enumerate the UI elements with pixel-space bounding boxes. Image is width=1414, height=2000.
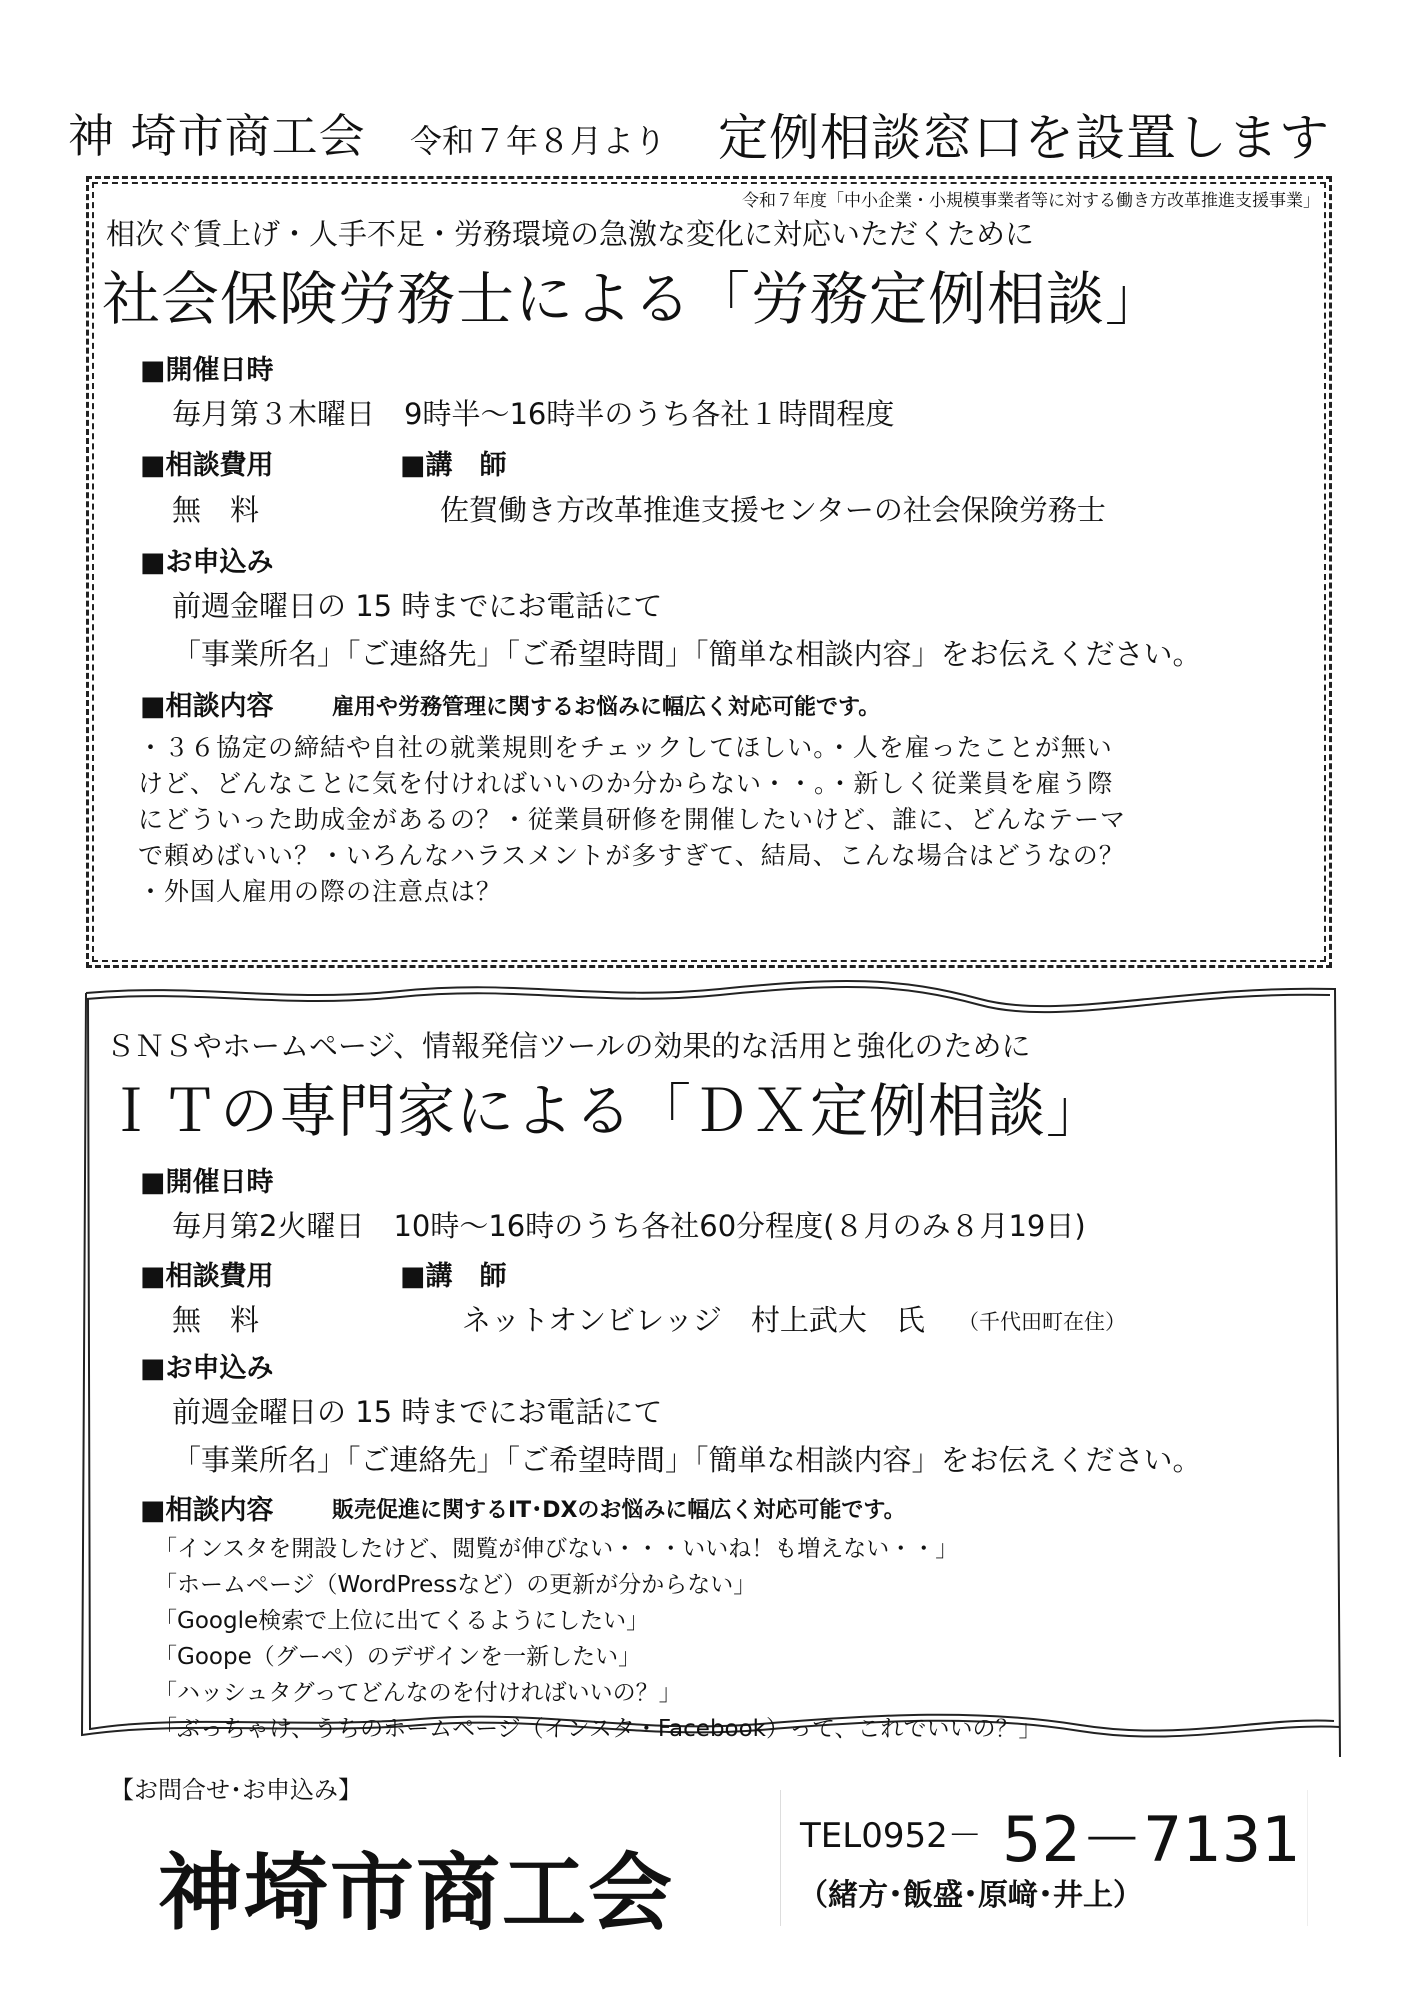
header-intro: 令和７年８月より bbox=[410, 122, 667, 160]
dx-example: 「ホームページ（WordPressなど）の更新が分からない」 bbox=[154, 1572, 757, 1598]
contact-tag: 【お問合せ･お申込み】 bbox=[110, 1776, 362, 1804]
dx-example: 「ハッシュタグってどんなのを付ければいいの？」 bbox=[154, 1680, 682, 1706]
contact-staff: （緒方･飯盛･原﨑･井上） bbox=[798, 1878, 1143, 1913]
dx-apply-label: ■お申込み bbox=[140, 1353, 274, 1384]
labor-content-line: にどういった助成金があるの？・従業員研修を開催したいけど、誰に、どんなテーマ bbox=[138, 805, 1127, 834]
dx-fee-value: 無 料 bbox=[172, 1303, 260, 1337]
dx-apply-line: 前週金曜日の 15 時までにお電話にて bbox=[172, 1395, 663, 1429]
labor-fee-value: 無 料 bbox=[172, 493, 260, 527]
labor-lead: 相次ぐ賃上げ・人手不足・労務環境の急激な変化に対応いただくために bbox=[106, 217, 1035, 251]
labor-schedule-value: 毎月第３木曜日 9時半～16時半のうち各社１時間程度 bbox=[172, 397, 895, 431]
dx-instructor-note: （千代田町在住） bbox=[958, 1310, 1126, 1334]
footer-divider bbox=[1307, 1790, 1308, 1926]
labor-content-line: ・外国人雇用の際の注意点は？ bbox=[138, 877, 503, 906]
header-organization: 神 埼市商工会 bbox=[68, 109, 366, 163]
footer-organization: 神埼市商工会 bbox=[158, 1844, 675, 1942]
dx-lead: ＳＮＳやホームページ、情報発信ツールの効果的な活用と強化のために bbox=[106, 1029, 1031, 1063]
dx-example: 「Goope（グーペ）のデザインを一新したい」 bbox=[154, 1644, 642, 1670]
labor-content-line: で頼めばいい？・いろんなハラスメントが多すぎて、結局、こんな場合はどうなの？ bbox=[138, 841, 1125, 870]
labor-schedule-label: ■開催日時 bbox=[140, 355, 274, 386]
labor-apply-label: ■お申込み bbox=[140, 547, 274, 578]
labor-apply-line: 前週金曜日の 15 時までにお電話にて bbox=[172, 589, 663, 623]
dx-content-desc: 販売促進に関するIT･DXのお悩みに幅広く対応可能です。 bbox=[332, 1498, 906, 1523]
dx-example: 「Google検索で上位に出てくるようにしたい」 bbox=[154, 1608, 650, 1634]
dx-schedule-value: 毎月第2火曜日 10時～16時のうち各社60分程度(８月のみ８月19日) bbox=[172, 1209, 1086, 1243]
labor-instructor-label: ■講 師 bbox=[400, 450, 507, 481]
labor-content-desc: 雇用や労務管理に関するお悩みに幅広く対応可能です。 bbox=[332, 695, 881, 720]
dx-title: ＩＴの専門家による「ＤＸ定例相談」 bbox=[102, 1077, 1106, 1145]
dx-schedule-label: ■開催日時 bbox=[140, 1167, 274, 1198]
subsidy-note: 令和７年度「中小企業・小規模事業者等に対する働き方改革推進支援事業」 bbox=[742, 191, 1320, 211]
tel-number: 52－7131 bbox=[1002, 1803, 1301, 1876]
labor-content-line: けど、どんなことに気を付ければいいのか分からない・・。・新しく従業員を雇う際 bbox=[138, 769, 1114, 798]
labor-apply-line: 「事業所名」「ご連絡先」「ご希望時間」「簡単な相談内容」をお伝えください。 bbox=[172, 637, 1202, 671]
dx-example: 「ぶっちゃけ、うちのホームページ（インスタ・Facebook）って、これでいいの？」 bbox=[154, 1716, 1042, 1742]
header-headline: 定例相談窓口を設置します bbox=[718, 109, 1330, 167]
dx-instructor-value: ネットオンビレッジ 村上武大 氏 bbox=[462, 1303, 925, 1337]
dx-content-label: ■相談内容 bbox=[140, 1495, 274, 1526]
dx-apply-line: 「事業所名」「ご連絡先」「ご希望時間」「簡単な相談内容」をお伝えください。 bbox=[172, 1443, 1202, 1477]
dx-instructor-label: ■講 師 bbox=[400, 1261, 507, 1292]
dx-example: 「インスタを開設したけど、閲覧が伸びない・・・いいね！も増えない・・」 bbox=[154, 1536, 959, 1562]
labor-content-label: ■相談内容 bbox=[140, 691, 274, 722]
labor-title: 社会保険労務士による「労務定例相談」 bbox=[102, 265, 1165, 333]
labor-content-line: ・３６協定の締結や自社の就業規則をチェックしてほしい。・人を雇ったことが無い bbox=[138, 733, 1113, 762]
dx-fee-label: ■相談費用 bbox=[140, 1261, 274, 1292]
tel-prefix: TEL0952－ bbox=[800, 1816, 982, 1856]
labor-fee-label: ■相談費用 bbox=[140, 450, 274, 481]
footer-divider bbox=[780, 1790, 781, 1926]
labor-instructor-value: 佐賀働き方改革推進支援センターの社会保険労務士 bbox=[440, 493, 1106, 527]
